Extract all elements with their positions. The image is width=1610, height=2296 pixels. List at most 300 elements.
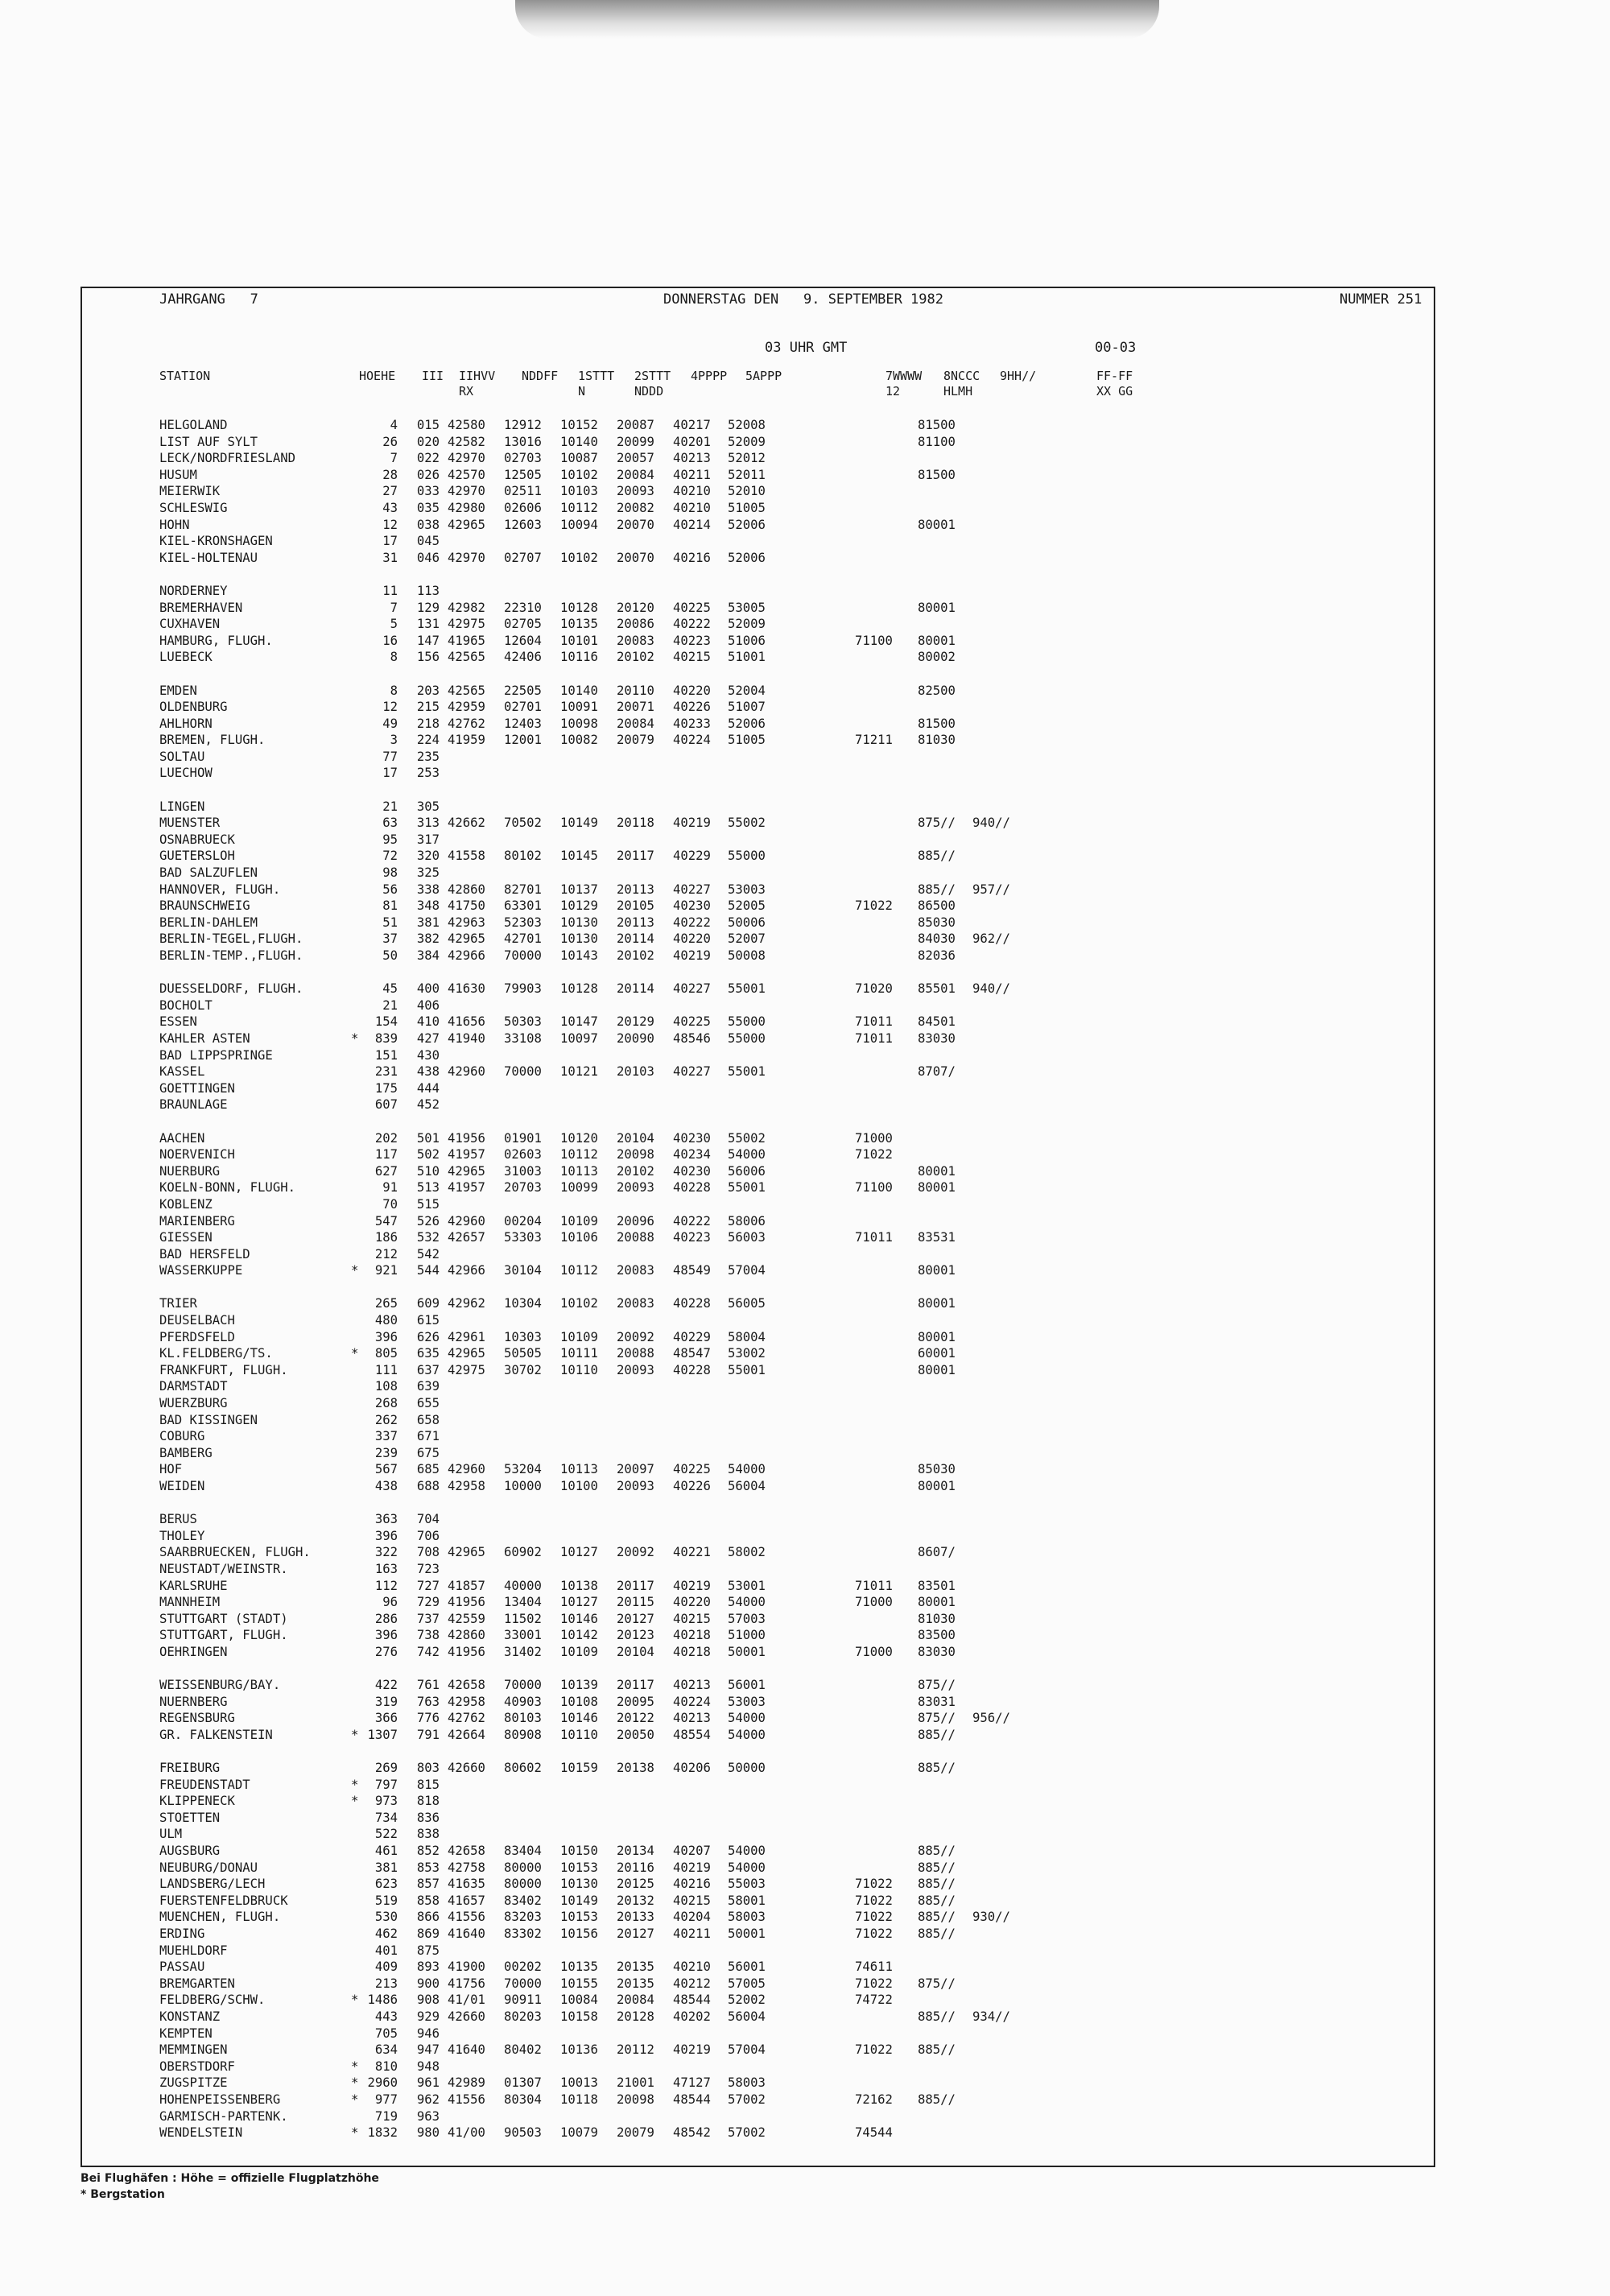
cell-g1	[440, 2059, 496, 2075]
cell-g8	[918, 533, 966, 550]
cell-i: 738	[416, 1628, 440, 1643]
cell-g2	[496, 1511, 552, 1528]
cell-m	[351, 2042, 365, 2059]
cell-g4: 20135	[617, 1976, 654, 1991]
cell-g6: 54000	[728, 1147, 766, 1162]
cell-gap	[776, 1976, 855, 1992]
cell-m	[351, 1063, 365, 1080]
cell-name: GUETERSLOH	[159, 849, 235, 864]
cell-m	[351, 898, 365, 915]
cell-m	[351, 1378, 365, 1395]
cell-m	[351, 500, 365, 517]
cell-g6: 50000	[728, 1761, 766, 1776]
cell-g4: 20093	[617, 1362, 654, 1377]
cell-g1: 42662	[448, 816, 485, 831]
cell-h: 422	[374, 1678, 398, 1693]
cell-i: 737	[416, 1611, 440, 1626]
cell-g3	[552, 1312, 609, 1329]
cell-name: WEISSENBURG/BAY.	[159, 1678, 281, 1693]
cell-g7	[855, 683, 918, 700]
table-row	[159, 483, 1327, 500]
table-row	[159, 981, 1327, 997]
cell-g4	[609, 1528, 665, 1545]
cell-h: 396	[374, 1329, 398, 1344]
cell-name: LECK/NORDFRIESLAND	[159, 451, 295, 466]
group-spacer	[159, 782, 1327, 799]
cell-i: 348	[416, 898, 440, 914]
cell-g1: 41/01	[448, 1992, 485, 2008]
cell-gap	[776, 1777, 855, 1794]
cell-name: HUSUM	[159, 467, 197, 482]
cell-name: OLDENBURG	[159, 700, 228, 715]
report-date: DONNERSTAG DEN 9. SEPTEMBER 1982	[663, 291, 943, 308]
cell-g9	[966, 1727, 1022, 1744]
cell-gap	[776, 467, 855, 484]
table-row	[159, 1926, 1327, 1943]
cell-gap	[776, 1096, 855, 1113]
cell-g6: 52006	[728, 716, 766, 731]
cell-h: 269	[374, 1761, 398, 1776]
cell-name: REGENSBURG	[159, 1711, 235, 1726]
cell-name: BAMBERG	[159, 1445, 213, 1460]
cell-h: 396	[374, 1528, 398, 1543]
cell-g9	[966, 1445, 1022, 1462]
cell-h: 81	[382, 898, 398, 914]
cell-g5: 40222	[673, 617, 711, 632]
cell-g8	[918, 749, 966, 766]
cell-g4: 20134	[617, 1844, 654, 1859]
cell-name: BREMGARTEN	[159, 1976, 235, 1991]
cell-name: LANDSBERG/LECH	[159, 1877, 266, 1892]
cell-g7	[855, 1196, 918, 1213]
cell-g3: 10110	[560, 1362, 598, 1377]
cell-g7	[855, 500, 918, 517]
cell-g4: 21001	[617, 2075, 654, 2091]
cell-g7	[855, 2026, 918, 2042]
cell-g4: 20083	[617, 1263, 654, 1278]
cell-g5: 40225	[673, 1462, 711, 1477]
cell-g3	[552, 1246, 609, 1263]
table-row	[159, 1295, 1327, 1312]
cell-g4: 20114	[617, 981, 654, 997]
cell-name: PASSAU	[159, 1959, 205, 1975]
cell-name: KASSEL	[159, 1064, 205, 1080]
table-row	[159, 1627, 1327, 1644]
cell-g9	[966, 600, 1022, 617]
cell-m	[351, 832, 365, 849]
cell-g6	[721, 1810, 776, 1827]
cell-g5: 40224	[673, 733, 711, 748]
cell-g4	[609, 1378, 665, 1395]
cell-g8	[918, 550, 966, 567]
cell-name: WASSERKUPPE	[159, 1263, 243, 1278]
cell-i: 688	[416, 1479, 440, 1493]
cell-name: AHLHORN	[159, 716, 213, 731]
cell-g5	[665, 1412, 721, 1429]
cell-gap	[776, 716, 855, 733]
cell-g5: 40229	[673, 1329, 711, 1344]
cell-g9	[966, 1246, 1022, 1263]
cell-g2: 12912	[504, 418, 542, 432]
cell-g6: 52009	[728, 617, 766, 632]
cell-g3	[552, 1810, 609, 1827]
cell-i: 215	[416, 700, 440, 715]
cell-g6	[721, 799, 776, 816]
cell-g1: 41940	[448, 1030, 485, 1046]
cell-g3: 10108	[560, 1694, 598, 1709]
table-row	[159, 915, 1327, 931]
cell-g6	[721, 1943, 776, 1959]
cell-g9	[966, 699, 1022, 716]
cell-m	[351, 1213, 365, 1230]
cell-m	[351, 1163, 365, 1180]
cell-h: 77	[382, 749, 398, 764]
cell-g4	[609, 1511, 665, 1528]
cell-g7	[855, 699, 918, 716]
table-row	[159, 1229, 1327, 1246]
cell-h: 734	[374, 1810, 398, 1825]
cell-m	[351, 1445, 365, 1462]
cell-g7	[855, 649, 918, 666]
col-hoehe: HOEHE	[359, 369, 396, 383]
cell-i: 384	[416, 948, 440, 963]
table-row	[159, 732, 1327, 749]
cell-g3: 10084	[560, 1992, 598, 2008]
cell-i: 406	[416, 997, 440, 1013]
cell-h: 973	[374, 1794, 398, 1809]
cell-g3: 10130	[560, 915, 598, 930]
cell-i: 658	[416, 1412, 440, 1427]
cell-g4: 20113	[617, 915, 654, 930]
cell-g6: 53002	[728, 1346, 766, 1361]
cell-g5: 40220	[673, 931, 711, 947]
cell-g3: 10139	[560, 1678, 598, 1693]
cell-g1: 42966	[448, 948, 485, 963]
cell-i: 836	[416, 1810, 440, 1825]
cell-g8	[918, 1213, 966, 1230]
cell-g5: 40222	[673, 915, 711, 930]
cell-g5: 40228	[673, 1362, 711, 1377]
cell-i: 513	[416, 1180, 440, 1195]
cell-g2: 70000	[504, 1064, 542, 1080]
cell-g2: 01307	[504, 2075, 542, 2091]
cell-g2	[496, 583, 552, 600]
cell-h: 265	[374, 1296, 398, 1311]
cell-g2: 01901	[504, 1130, 542, 1146]
cell-g9	[966, 2108, 1022, 2125]
cell-m: *	[351, 2059, 359, 2074]
cell-g6: 54000	[728, 1595, 766, 1610]
cell-g4: 20133	[617, 1910, 654, 1925]
cell-g1	[440, 1445, 496, 1462]
cell-g6	[721, 997, 776, 1014]
cell-g6: 55002	[728, 816, 766, 831]
cell-gap	[776, 1063, 855, 1080]
cell-g3: 10110	[560, 1727, 598, 1742]
cell-g9: 956//	[972, 1711, 1010, 1726]
cell-g1: 41/00	[448, 2125, 485, 2141]
cell-g9: 934//	[972, 2009, 1010, 2024]
cell-g9	[966, 1428, 1022, 1445]
table-row	[159, 2125, 1327, 2141]
cell-m	[351, 2009, 365, 2026]
cell-g7: 71022	[855, 1910, 893, 1925]
cell-gap	[776, 1163, 855, 1180]
cell-g2	[496, 1412, 552, 1429]
cell-m	[351, 517, 365, 534]
cell-g1: 42970	[448, 451, 485, 466]
cell-m	[351, 1760, 365, 1777]
table-row	[159, 1760, 1327, 1777]
cell-g8	[918, 1080, 966, 1097]
cell-g4	[609, 2059, 665, 2075]
cell-gap	[776, 633, 855, 650]
cell-g8	[918, 500, 966, 517]
cell-i: 637	[416, 1362, 440, 1377]
table-row	[159, 1395, 1327, 1412]
cell-g3: 10143	[560, 948, 598, 963]
cell-i: 852	[416, 1844, 440, 1859]
cell-g1	[440, 1793, 496, 1810]
cell-i: 727	[416, 1578, 440, 1593]
cell-gap	[776, 832, 855, 849]
cell-g4	[609, 997, 665, 1014]
cell-g4: 20115	[617, 1595, 654, 1610]
cell-g4: 20118	[617, 816, 654, 831]
cell-h: 262	[374, 1412, 398, 1427]
cell-h: 186	[374, 1230, 398, 1245]
cell-g6	[721, 1511, 776, 1528]
cell-g6	[721, 1445, 776, 1462]
cell-g3	[552, 2108, 609, 2125]
cell-g6	[721, 1561, 776, 1578]
table-row	[159, 1130, 1327, 1147]
table-row	[159, 2026, 1327, 2042]
cell-g1: 42860	[448, 1628, 485, 1643]
cell-g3: 10158	[560, 2009, 598, 2024]
cell-g6: 52007	[728, 931, 766, 947]
cell-gap	[776, 1578, 855, 1595]
cell-g4: 20092	[617, 1545, 654, 1560]
cell-i: 544	[416, 1263, 440, 1278]
table-row	[159, 583, 1327, 600]
cell-g6: 57003	[728, 1611, 766, 1626]
cell-g7	[855, 1295, 918, 1312]
cell-g6: 56004	[728, 2009, 766, 2024]
cell-g9: 940//	[972, 981, 1010, 997]
cell-g9	[966, 2042, 1022, 2059]
cell-g2: 13404	[504, 1595, 542, 1610]
cell-g1: 42762	[448, 716, 485, 731]
cell-h: 202	[374, 1130, 398, 1146]
cell-name: OSNABRUECK	[159, 832, 235, 847]
cell-g2: 70000	[504, 948, 542, 963]
cell-m	[351, 865, 365, 882]
cell-g6: 52006	[728, 550, 766, 565]
cell-i: 502	[416, 1147, 440, 1162]
cell-h: 8	[390, 683, 398, 698]
cell-g3: 10109	[560, 1644, 598, 1659]
cell-g5: 40233	[673, 716, 711, 731]
cell-g9	[966, 1677, 1022, 1694]
cell-g8	[918, 832, 966, 849]
cell-g4	[609, 765, 665, 782]
table-row	[159, 1909, 1327, 1926]
cell-g9	[966, 1760, 1022, 1777]
cell-h: 8	[390, 650, 398, 665]
cell-g5: 40227	[673, 882, 711, 897]
cell-g7: 74544	[855, 2125, 893, 2141]
cell-h: 319	[374, 1694, 398, 1709]
cell-g3: 10153	[560, 1910, 598, 1925]
cell-g9	[966, 716, 1022, 733]
cell-g2	[496, 865, 552, 882]
cell-gap	[776, 1295, 855, 1312]
cell-g4: 20079	[617, 2125, 654, 2141]
cell-g8	[918, 1511, 966, 1528]
cell-g1	[440, 2026, 496, 2042]
cell-g9	[966, 683, 1022, 700]
cell-g6: 52009	[728, 434, 766, 449]
cell-g2	[496, 1378, 552, 1395]
cell-g7	[855, 1461, 918, 1478]
cell-g5	[665, 1096, 721, 1113]
cell-gap	[776, 1594, 855, 1611]
cell-gap	[776, 915, 855, 931]
cell-h: 96	[382, 1595, 398, 1610]
cell-g4: 20082	[617, 500, 654, 515]
table-row	[159, 517, 1327, 534]
cell-g4	[609, 1395, 665, 1412]
cell-g1: 41558	[448, 849, 485, 864]
cell-g9	[966, 1461, 1022, 1478]
cell-g5: 40211	[673, 1926, 711, 1942]
cell-i: 313	[416, 816, 440, 831]
cell-g1: 42565	[448, 650, 485, 665]
cell-g3	[552, 765, 609, 782]
cell-g7	[855, 1793, 918, 1810]
cell-g8: 80001	[918, 1595, 956, 1610]
cell-g8	[918, 1943, 966, 1959]
cell-gap	[776, 2108, 855, 2125]
group-spacer	[159, 1495, 1327, 1512]
cell-h: 401	[374, 1943, 398, 1958]
cell-g8: 80002	[918, 650, 956, 665]
cell-h: 213	[374, 1976, 398, 1991]
cell-g5: 40230	[673, 898, 711, 914]
cell-i: 046	[416, 550, 440, 565]
cell-g3	[552, 1047, 609, 1064]
cell-g5: 40213	[673, 1678, 711, 1693]
cell-g1: 42970	[448, 550, 485, 565]
cell-g6: 55002	[728, 1130, 766, 1146]
cell-g3	[552, 583, 609, 600]
cell-gap	[776, 2009, 855, 2026]
cell-h: 810	[374, 2059, 398, 2074]
cell-g9	[966, 500, 1022, 517]
cell-name: GR. FALKENSTEIN	[159, 1727, 273, 1742]
cell-gap	[776, 1030, 855, 1047]
cell-g1: 41957	[448, 1180, 485, 1195]
cell-g4: 20095	[617, 1694, 654, 1709]
cell-g2: 02701	[504, 700, 542, 715]
cell-g3: 10147	[560, 1014, 598, 1030]
cell-g9	[966, 1179, 1022, 1196]
cell-g7: 74611	[855, 1959, 893, 1975]
cell-m	[351, 716, 365, 733]
col-group6: 5APPP	[745, 369, 782, 383]
cell-name: ZUGSPITZE	[159, 2075, 228, 2091]
table-row	[159, 848, 1327, 865]
cell-g4: 20122	[617, 1711, 654, 1726]
cell-g9	[966, 1329, 1022, 1346]
cell-m	[351, 848, 365, 865]
cell-name: LUEBECK	[159, 650, 213, 665]
cell-g2: 31003	[504, 1163, 542, 1179]
cell-g9	[966, 1627, 1022, 1644]
cell-g6: 52006	[728, 517, 766, 532]
cell-name: GIESSEN	[159, 1230, 213, 1245]
cell-g3	[552, 1511, 609, 1528]
cell-g2: 40000	[504, 1578, 542, 1593]
cell-i: 015	[416, 418, 440, 432]
cell-gap	[776, 865, 855, 882]
cell-name: BAD LIPPSPRINGE	[159, 1047, 273, 1063]
table-row	[159, 1213, 1327, 1230]
cell-g3: 10103	[560, 484, 598, 499]
cell-g1	[440, 1528, 496, 1545]
table-row	[159, 1544, 1327, 1561]
cell-g2: 12403	[504, 716, 542, 731]
cell-g6: 51005	[728, 500, 766, 515]
cell-g2: 33001	[504, 1628, 542, 1643]
cell-g5	[665, 1395, 721, 1412]
cell-g3	[552, 1378, 609, 1395]
cell-i: 708	[416, 1545, 440, 1560]
table-row	[159, 898, 1327, 915]
cell-g2	[496, 832, 552, 849]
cell-g2: 83302	[504, 1926, 542, 1942]
cell-g4: 20127	[617, 1926, 654, 1942]
cell-g5: 40220	[673, 1595, 711, 1610]
cell-g2	[496, 2026, 552, 2042]
cell-g2: 10303	[504, 1329, 542, 1344]
cell-g1: 42965	[448, 1545, 485, 1560]
cell-i: 038	[416, 517, 440, 532]
cell-g4	[609, 1793, 665, 1810]
cell-g6	[721, 1047, 776, 1064]
cell-name: FELDBERG/SCHW.	[159, 1992, 266, 2008]
cell-g8: 81030	[918, 733, 956, 748]
cell-g1: 42975	[448, 1362, 485, 1377]
cell-g3	[552, 865, 609, 882]
table-row	[159, 1594, 1327, 1611]
cell-h: 530	[374, 1910, 398, 1925]
cell-g4	[609, 1943, 665, 1959]
cell-g7	[855, 1096, 918, 1113]
cell-g6: 56003	[728, 1230, 766, 1245]
cell-g1: 42958	[448, 1479, 485, 1493]
cell-m	[351, 997, 365, 1014]
cell-g2: 80203	[504, 2009, 542, 2024]
cell-g7	[855, 1395, 918, 1412]
cell-g3: 10149	[560, 816, 598, 831]
cell-g9	[966, 467, 1022, 484]
cell-g6	[721, 765, 776, 782]
cell-g7	[855, 1362, 918, 1379]
cell-name: KEMPTEN	[159, 2026, 213, 2041]
cell-g9	[966, 1511, 1022, 1528]
